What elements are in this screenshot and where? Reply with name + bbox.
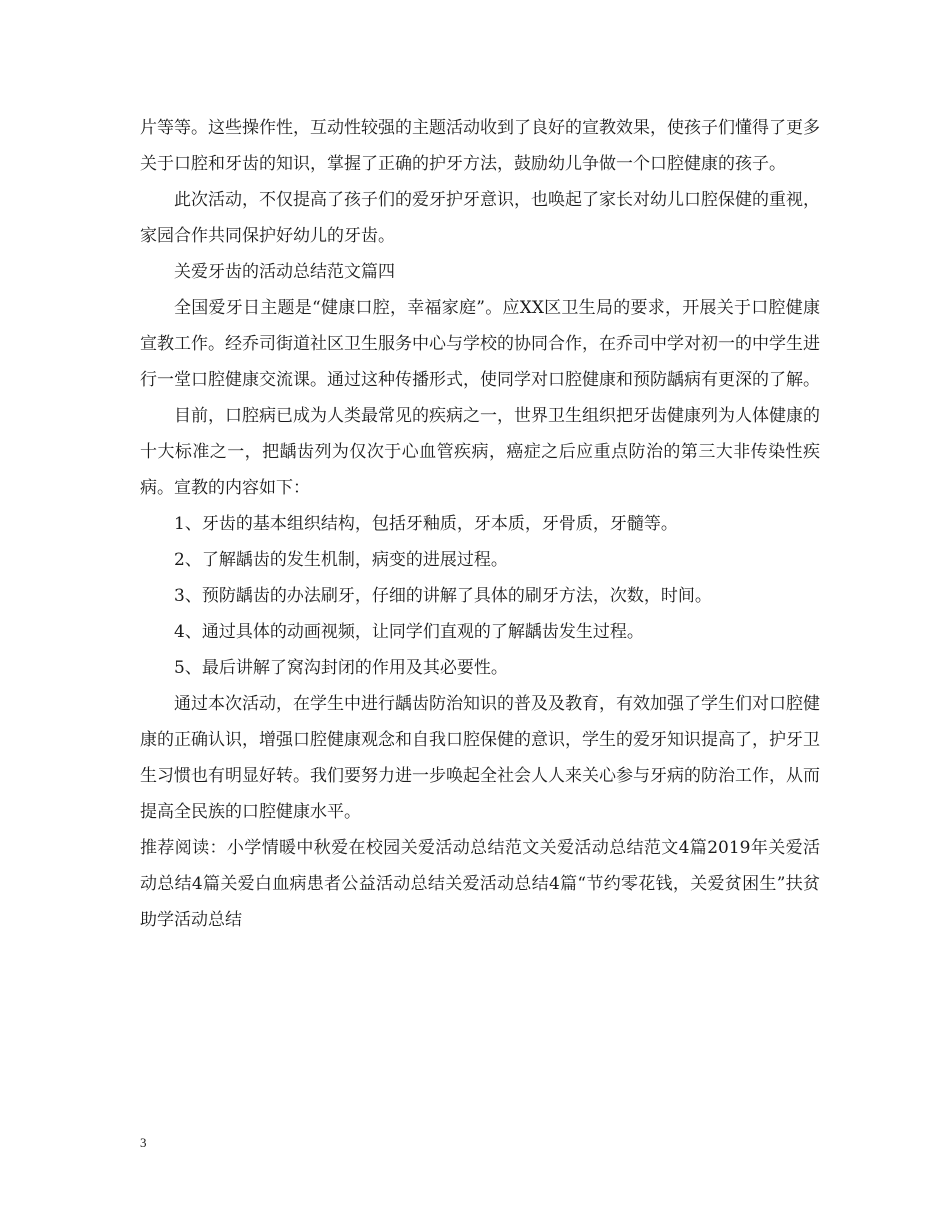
section-title: 关爱牙齿的活动总结范文篇四 bbox=[174, 262, 395, 282]
paragraph-continuation: 片等等。这些操作性，互动性较强的主题活动收到了良好的宣教效果，使孩子们懂得了更多关于口腔和牙齿的知识，掌握了正确的护牙方法，鼓励幼儿争做一个口腔健康的孩子。 bbox=[140, 118, 820, 174]
list-item: 4、通过具体的动画视频，让同学们直观的了解龋齿发生过程。 bbox=[174, 622, 644, 642]
list-item: 5、最后讲解了窝沟封闭的作用及其必要性。 bbox=[174, 658, 508, 678]
list-item: 1、牙齿的基本组织结构，包括牙釉质，牙本质，牙骨质，牙髓等。 bbox=[174, 514, 678, 534]
page-number: 3 bbox=[140, 1135, 147, 1150]
list-item: 2、了解龋齿的发生机制，病变的进展过程。 bbox=[174, 550, 508, 570]
recommended-reading: 推荐阅读：小学情暖中秋爱在校园关爱活动总结范文关爱活动总结范文4篇2019年关爱活动总结4篇关爱白血病患者公益活动总结关爱活动总结4篇“节约零花钱，关爱贫困生”扶贫助学活动总结 bbox=[140, 838, 820, 930]
paragraph-conclusion: 通过本次活动，在学生中进行龋齿防治知识的普及及教育，有效加强了学生们对口腔健康的正确认识，增强口腔健康观念和自我口腔保健的意识，学生的爱牙知识提高了，护牙卫生习惯也有明显好转。我们要努力进一步唤起全社会人人来关心参与牙病的防治工作，从而提高全民族的口腔健康水平。 bbox=[140, 694, 820, 822]
document-body bbox=[140, 110, 820, 938]
paragraph-theme: 全国爱牙日主题是“健康口腔，幸福家庭”。应XX区卫生局的要求，开展关于口腔健康宣教工作。经乔司街道社区卫生服务中心与学校的协同合作，在乔司中学对初一的中学生进行一堂口腔健康交流课。通过这种传播形式，使同学对口腔健康和预防龋病有更深的了解。 bbox=[140, 298, 820, 390]
paragraph-background: 目前，口腔病已成为人类最常见的疾病之一，世界卫生组织把牙齿健康列为人体健康的十大标准之一，把龋齿列为仅次于心血管疾病，癌症之后应重点防治的第三大非传染性疾病。宣教的内容如下： bbox=[140, 406, 820, 498]
paragraph-activity-impact: 此次活动，不仅提高了孩子们的爱牙护牙意识，也唤起了家长对幼儿口腔保健的重视，家园合作共同保护好幼儿的牙齿。 bbox=[140, 190, 820, 246]
list-item: 3、预防龋齿的办法刷牙，仔细的讲解了具体的刷牙方法，次数，时间。 bbox=[174, 586, 712, 606]
